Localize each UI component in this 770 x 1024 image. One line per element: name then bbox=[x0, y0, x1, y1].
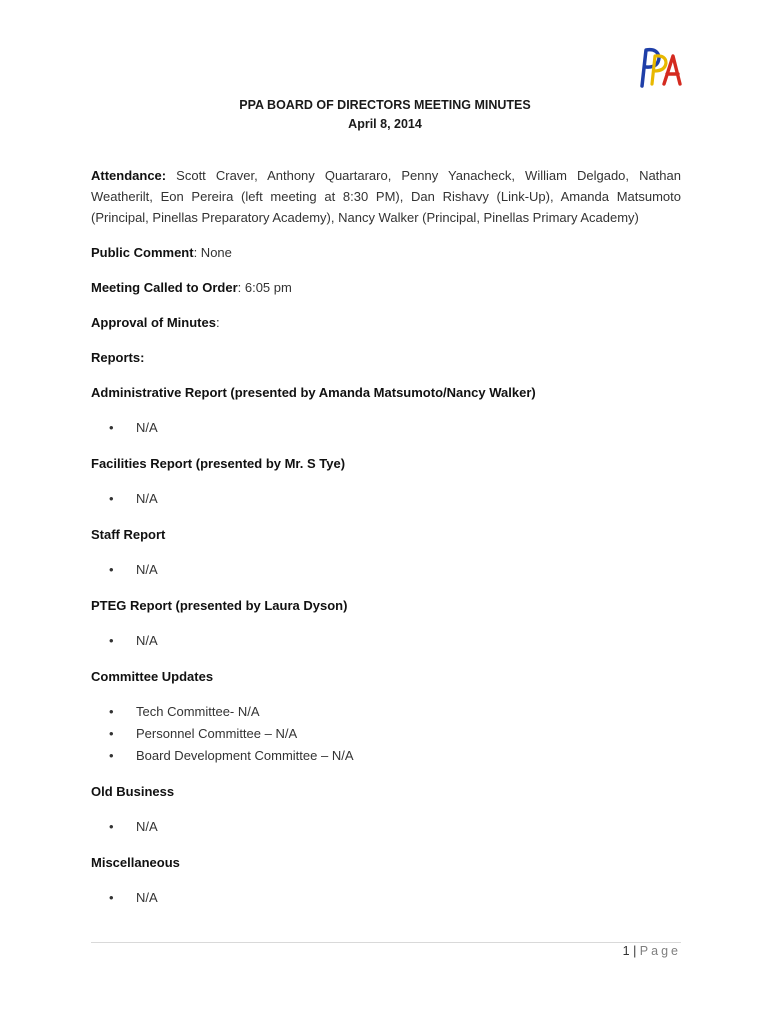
reports-heading: Reports: bbox=[91, 350, 145, 365]
list-item-text: Personnel Committee – N/A bbox=[136, 726, 298, 741]
miscellaneous-heading: Miscellaneous bbox=[91, 855, 180, 870]
committee-updates-heading: Committee Updates bbox=[91, 669, 214, 684]
ppa-logo bbox=[636, 46, 684, 90]
title-line-1: PPA BOARD OF DIRECTORS MEETING MINUTES bbox=[239, 98, 531, 112]
list-item bbox=[109, 701, 681, 723]
called-to-order bbox=[91, 277, 681, 298]
page-footer bbox=[560, 944, 681, 958]
bullet-icon: • bbox=[109, 890, 114, 905]
bullet-icon: • bbox=[109, 748, 114, 763]
minutes-body bbox=[91, 165, 681, 923]
approval-value: : bbox=[215, 315, 220, 330]
pteg-report-heading: PTEG Report (presented by Laura Dyson) bbox=[91, 598, 348, 613]
committee-updates-list bbox=[91, 701, 681, 767]
bullet-icon: • bbox=[109, 420, 114, 435]
attendance-list: Scott Craver, Anthony Quartararo, Penny Yanacheck, William Delgado, Nathan Weatherilt, Eon Pereira (left meeting at 8:30 PM), Dan Rishavy (Link-Up), Amanda Matsumoto (Principal, Pinellas Preparatory Academy), Nancy Walker (Principal, Pinellas Primary Academy) bbox=[91, 168, 681, 225]
attendance-paragraph bbox=[91, 165, 681, 228]
list-item bbox=[109, 559, 681, 581]
list-item-text: Board Development Committee – N/A bbox=[136, 748, 354, 763]
pteg-report-list bbox=[91, 630, 681, 652]
footer-separator: | bbox=[629, 944, 640, 958]
list-item-text: Tech Committee- N/A bbox=[136, 704, 260, 719]
document-title bbox=[0, 96, 770, 134]
approval-label: Approval of Minutes bbox=[91, 315, 216, 330]
facilities-report-list bbox=[91, 488, 681, 510]
bullet-icon: • bbox=[109, 562, 114, 577]
called-to-order-value: : 6:05 pm bbox=[237, 280, 292, 295]
administrative-report-heading: Administrative Report (presented by Amanda Matsumoto/Nancy Walker) bbox=[91, 385, 536, 400]
called-to-order-label: Meeting Called to Order bbox=[91, 280, 238, 295]
public-comment-value: : None bbox=[193, 245, 232, 260]
public-comment-label: Public Comment bbox=[91, 245, 194, 260]
list-item bbox=[109, 723, 681, 745]
bullet-icon: • bbox=[109, 633, 114, 648]
miscellaneous-list bbox=[91, 887, 681, 909]
public-comment bbox=[91, 242, 681, 263]
list-item bbox=[109, 417, 681, 439]
footer-divider bbox=[91, 942, 681, 943]
page-number: 1 bbox=[622, 944, 630, 958]
list-item bbox=[109, 816, 681, 838]
bullet-icon: • bbox=[109, 819, 114, 834]
list-item-text: N/A bbox=[136, 633, 158, 648]
list-item-text: N/A bbox=[136, 420, 158, 435]
list-item bbox=[109, 488, 681, 510]
list-item-text: N/A bbox=[136, 819, 158, 834]
list-item bbox=[109, 745, 681, 767]
bullet-icon: • bbox=[109, 491, 114, 506]
administrative-report-list bbox=[91, 417, 681, 439]
list-item-text: N/A bbox=[136, 890, 158, 905]
attendance-label: Attendance: bbox=[91, 168, 167, 183]
old-business-heading: Old Business bbox=[91, 784, 175, 799]
list-item-text: N/A bbox=[136, 562, 158, 577]
list-item bbox=[109, 630, 681, 652]
staff-report-list bbox=[91, 559, 681, 581]
page-word: Page bbox=[639, 944, 681, 958]
list-item bbox=[109, 887, 681, 909]
approval-of-minutes bbox=[91, 312, 681, 333]
list-item-text: N/A bbox=[136, 491, 158, 506]
facilities-report-heading: Facilities Report (presented by Mr. S Tye) bbox=[91, 456, 346, 471]
old-business-list bbox=[91, 816, 681, 838]
title-date: April 8, 2014 bbox=[348, 117, 422, 131]
staff-report-heading: Staff Report bbox=[91, 527, 166, 542]
bullet-icon: • bbox=[109, 726, 114, 741]
bullet-icon: • bbox=[109, 704, 114, 719]
